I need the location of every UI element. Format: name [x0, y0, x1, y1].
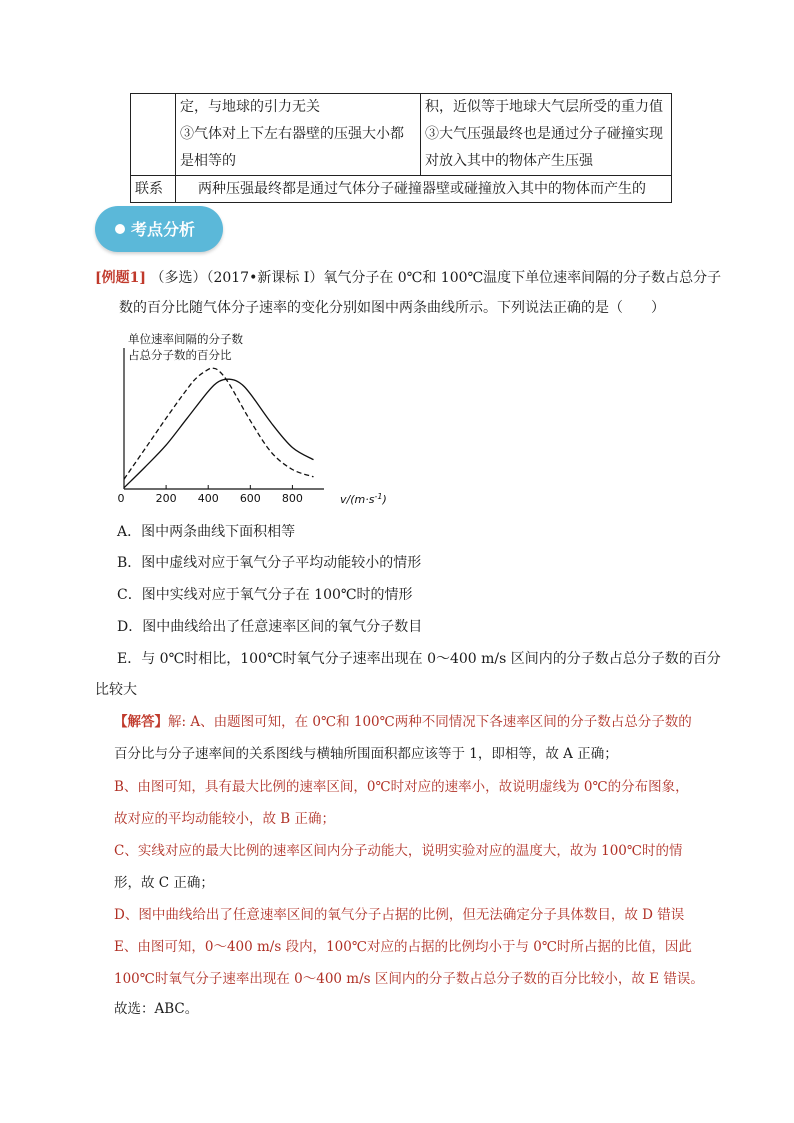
- cell-line: 对放入其中的物体产生压强: [425, 153, 593, 169]
- x-tick-label: 400: [197, 492, 219, 505]
- cell-line: 是相等的: [180, 153, 236, 169]
- cell-line: 定，与地球的引力无关: [180, 99, 320, 115]
- table-cell-connection: 两种压强最终都是通过气体分子碰撞器壁或碰撞放入其中的物体而产生的: [176, 176, 672, 203]
- answer-text: 解: A、由题图可知，在 0℃和 100℃两种不同情况下各速率区间的分子数占总分子数的: [168, 714, 692, 730]
- option-e-line-1: E．与 0℃时相比，100℃时氧气分子速率出现在 0～400 m/s 区间内的分子数占总分子数的百分: [117, 651, 721, 667]
- x-tick-label: 600: [239, 492, 261, 505]
- table-cell-label: 联系: [131, 176, 176, 203]
- y-axis-label: 占总分子数的百分比: [128, 348, 232, 362]
- section-title: 考点分析: [131, 220, 196, 239]
- x-tick-label: 200: [155, 492, 177, 505]
- option-c: C．图中实线对应于氧气分子在 100℃时的情形: [117, 587, 413, 603]
- answer-line-10: 故选：ABC。: [114, 1001, 199, 1017]
- answer-line-4: 故对应的平均动能较小，故 B 正确；: [114, 811, 336, 827]
- question-text: （多选）（2017•新课标 I）氧气分子在 0℃和 100℃温度下单位速率间隔的分子数占总分子: [150, 270, 722, 286]
- table-cell-gas-pressure: [176, 94, 421, 176]
- answer-line-3: B、由图可知，具有最大比例的速率区间，0℃时对应的速率小，故说明虚线为 0℃的分布图象，: [114, 779, 689, 795]
- comparison-table: [130, 93, 672, 203]
- y-axis-label: 单位速率间隔的分子数: [128, 332, 243, 346]
- table-row: [131, 94, 672, 176]
- x-axis-label: $v/(m\cdot s^{-1})$: [340, 492, 387, 506]
- table-cell-empty: [131, 94, 176, 176]
- option-e-line-2: 比较大: [95, 682, 137, 698]
- velocity-distribution-chart: [110, 326, 410, 512]
- answer-line-8: E、由图可知，0～400 m/s 段内，100℃对应的占据的比例均小于与 0℃时所占据的比值，因此: [114, 939, 692, 955]
- answer-line-1: [114, 712, 692, 732]
- cell-line: 积，近似等于地球大气层所受的重力值: [425, 99, 663, 115]
- option-a: A．图中两条曲线下面积相等: [117, 524, 296, 540]
- cell-line: ③大气压强最终也是通过分子碰撞实现: [425, 126, 663, 142]
- section-badge: [95, 206, 223, 252]
- answer-tag: 【解答】: [114, 714, 168, 730]
- option-d: D．图中曲线给出了任意速率区间的氧气分子数目: [117, 619, 423, 635]
- table-row: [131, 176, 672, 203]
- answer-line-5: C、实线对应的最大比例的速率区间内分子动能大，说明实验对应的温度大，故为 100℃时的情: [114, 843, 683, 859]
- cell-line: ③气体对上下左右器壁的压强大小都: [180, 126, 404, 142]
- origin-label: 0: [117, 492, 125, 505]
- dashed-curve-0c: [124, 368, 314, 479]
- x-tick-label: 800: [281, 492, 303, 505]
- answer-line-7: D、图中曲线给出了任意速率区间的氧气分子占据的比例，但无法确定分子具体数目，故 D 错误: [114, 907, 685, 923]
- option-b: B．图中虚线对应于氧气分子平均动能较小的情形: [117, 555, 422, 571]
- question-line-2: 数的百分比随气体分子速率的变化分别如图中两条曲线所示。下列说法正确的是（ ）: [119, 300, 665, 316]
- question-tag: [例题1]: [95, 270, 146, 286]
- question-line-1: [95, 268, 721, 288]
- bullet-dot-icon: [115, 224, 125, 234]
- solid-curve-100c: [124, 379, 314, 488]
- table-cell-atmospheric-pressure: [421, 94, 672, 176]
- answer-line-6: 形，故 C 正确；: [114, 875, 214, 891]
- answer-line-2: 百分比与分子速率间的关系图线与横轴所围面积都应该等于 1，即相等，故 A 正确；: [114, 746, 618, 762]
- answer-line-9: 100℃时氧气分子速率出现在 0～400 m/s 区间内的分子数占总分子数的百分比较小，故 E 错误。: [114, 971, 704, 987]
